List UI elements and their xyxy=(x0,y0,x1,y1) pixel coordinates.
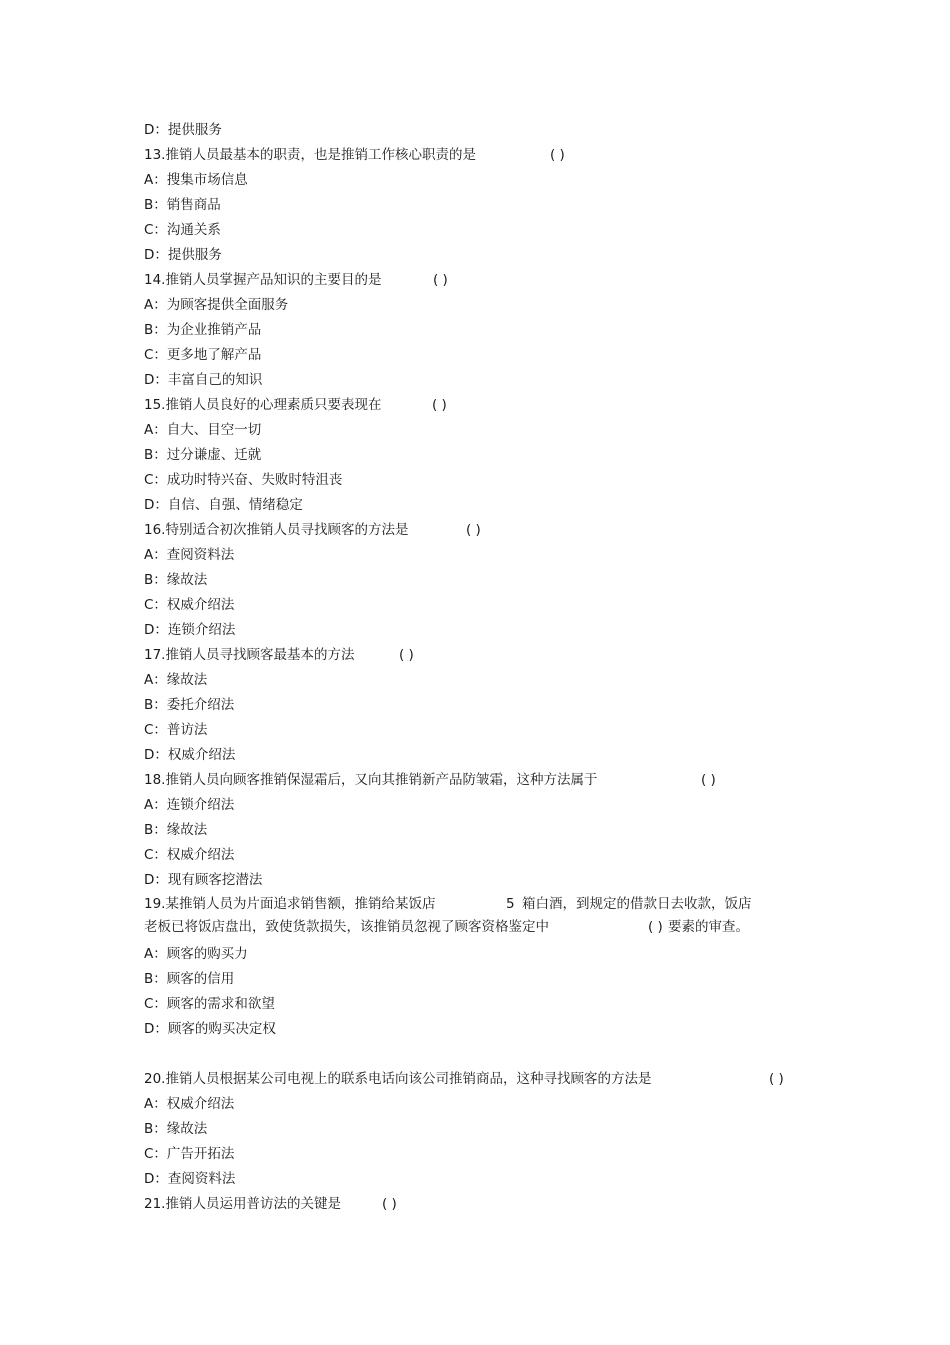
question-line xyxy=(144,917,749,937)
question-line xyxy=(144,1194,397,1214)
question-line xyxy=(144,145,565,165)
line-text: D：权威介绍法 xyxy=(144,747,236,763)
option-line xyxy=(144,994,275,1014)
option-line xyxy=(144,120,222,140)
line-text: B：销售商品 xyxy=(144,197,221,213)
option-line xyxy=(144,1144,234,1164)
line-text: C：顾客的需求和欲望 xyxy=(144,996,275,1012)
line-continuation: 要素的审查。 xyxy=(668,919,749,935)
question-line xyxy=(144,770,716,790)
question-line xyxy=(144,395,447,415)
option-line xyxy=(144,720,207,740)
line-text: B：缘故法 xyxy=(144,822,208,838)
question-line xyxy=(144,520,481,540)
option-line xyxy=(144,820,207,840)
option-line xyxy=(144,1094,234,1114)
line-text: 19.某推销人员为片面追求销售额，推销给某饭店 xyxy=(144,896,436,912)
option-line xyxy=(144,245,222,265)
answer-blank: ( ) xyxy=(701,772,716,788)
option-line xyxy=(144,220,221,240)
line-text: B：顾客的信用 xyxy=(144,971,235,987)
question-line xyxy=(144,645,414,665)
line-text: A：为顾客提供全面服务 xyxy=(144,297,289,313)
option-line xyxy=(144,570,207,590)
option-line xyxy=(144,1019,276,1039)
line-text: C：权威介绍法 xyxy=(144,597,235,613)
option-line xyxy=(144,195,221,215)
line-text: D：丰富自己的知识 xyxy=(144,372,263,388)
option-line xyxy=(144,470,342,490)
option-line xyxy=(144,1119,207,1139)
line-text: A：权威介绍法 xyxy=(144,1096,235,1112)
line-text: 16.特别适合初次推销人员寻找顾客的方法是 xyxy=(144,522,409,538)
option-line xyxy=(144,870,262,890)
line-text: B：委托介绍法 xyxy=(144,697,235,713)
line-text: C：更多地了解产品 xyxy=(144,347,262,363)
option-line xyxy=(144,370,262,390)
line-text: B：缘故法 xyxy=(144,1121,208,1137)
option-line xyxy=(144,595,234,615)
option-line xyxy=(144,170,248,190)
answer-blank: ( ) xyxy=(769,1071,784,1087)
option-line xyxy=(144,345,261,365)
option-line xyxy=(144,445,261,465)
line-text: D：现有顾客挖潜法 xyxy=(144,872,263,888)
line-text: A：自大、目空一切 xyxy=(144,422,262,438)
line-text: 17.推销人员寻找顾客最基本的方法 xyxy=(144,647,355,663)
option-line xyxy=(144,295,288,315)
line-text: 21.推销人员运用普访法的关键是 xyxy=(144,1196,341,1212)
line-text: B：为企业推销产品 xyxy=(144,322,262,338)
option-line xyxy=(144,670,207,690)
answer-blank: ( ) xyxy=(466,522,481,538)
line-text: 18.推销人员向顾客推销保湿霜后，又向其推销新产品防皱霜，这种方法属于 xyxy=(144,772,598,788)
line-text: A：搜集市场信息 xyxy=(144,172,248,188)
answer-blank: ( ) xyxy=(648,919,663,935)
line-text: C：成功时特兴奋、失败时特沮丧 xyxy=(144,472,343,488)
line-continuation: 箱白酒，到规定的借款日去收款，饭店 xyxy=(522,896,752,912)
line-text: 老板已将饭店盘出，致使货款损失，该推销员忽视了顾客资格鉴定中 xyxy=(144,919,549,935)
answer-blank: ( ) xyxy=(399,647,414,663)
quantity-number: 5 xyxy=(506,896,515,912)
line-text: D：连锁介绍法 xyxy=(144,622,236,638)
line-text: D：提供服务 xyxy=(144,247,222,263)
line-text: D：自信、自强、情绪稳定 xyxy=(144,497,303,513)
line-text: 13.推销人员最基本的职责，也是推销工作核心职责的是 xyxy=(144,147,476,163)
option-line xyxy=(144,845,234,865)
line-text: 15.推销人员良好的心理素质只要表现在 xyxy=(144,397,382,413)
line-text: A：连锁介绍法 xyxy=(144,797,235,813)
line-text: C：普访法 xyxy=(144,722,208,738)
line-text: B：缘故法 xyxy=(144,572,208,588)
option-line xyxy=(144,745,235,765)
line-text: C：沟通关系 xyxy=(144,222,221,238)
question-line xyxy=(144,1069,784,1089)
option-line xyxy=(144,320,261,340)
line-text: C：权威介绍法 xyxy=(144,847,235,863)
question-line xyxy=(144,270,448,290)
answer-blank: ( ) xyxy=(550,147,565,163)
line-text: C：广告开拓法 xyxy=(144,1146,235,1162)
line-text: B：过分谦虚、迁就 xyxy=(144,447,262,463)
line-text: A：顾客的购买力 xyxy=(144,946,248,962)
answer-blank: ( ) xyxy=(433,272,448,288)
option-line xyxy=(144,969,234,989)
line-text: A：查阅资料法 xyxy=(144,547,235,563)
option-line xyxy=(144,695,234,715)
line-text: 20.推销人员根据某公司电视上的联系电话向该公司推销商品，这种寻找顾客的方法是 xyxy=(144,1071,652,1087)
option-line xyxy=(144,495,303,515)
option-line xyxy=(144,545,234,565)
line-text: D：顾客的购买决定权 xyxy=(144,1021,276,1037)
line-text: D：查阅资料法 xyxy=(144,1171,236,1187)
answer-blank: ( ) xyxy=(382,1196,397,1212)
line-text: A：缘故法 xyxy=(144,672,208,688)
option-line xyxy=(144,795,234,815)
line-text: 14.推销人员掌握产品知识的主要目的是 xyxy=(144,272,382,288)
answer-blank: ( ) xyxy=(432,397,447,413)
option-line xyxy=(144,420,261,440)
option-line xyxy=(144,944,248,964)
question-line xyxy=(144,894,752,914)
line-text: D：提供服务 xyxy=(144,122,222,138)
option-line xyxy=(144,1169,235,1189)
option-line xyxy=(144,620,235,640)
